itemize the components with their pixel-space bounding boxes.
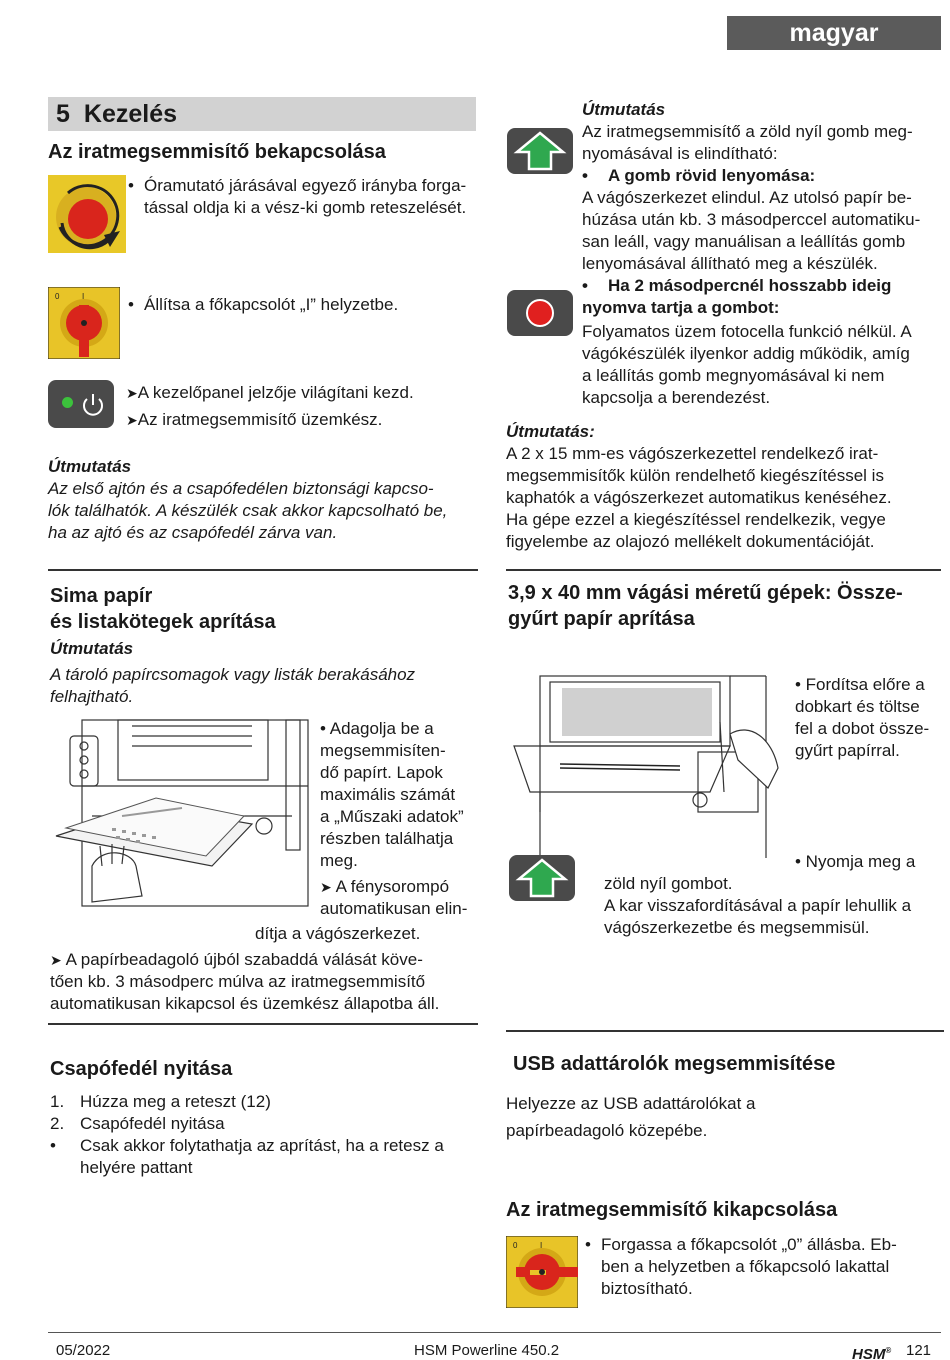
flap-list: 1. Húzza meg a reteszt (12) 2. Csapófedél nyitása • Csak akkor folytathatja az aprítást, ha a retesz a helyére pattant bbox=[50, 1091, 480, 1179]
oiler-note: Útmutatás: A 2 x 15 mm-es vágószerkezettel rendelkező irat- megsemmisítők külön rendelhető kiegészítéssel is kaphatók a vágószerkezet automatikus kenéséhez. Ha gépe ezzel a kiegészítéssel rendelkezik, vegye figyelembe az olajozó mellékelt dokumentációját. bbox=[506, 422, 892, 551]
switch-off-heading: Az iratmegsemmisítő kikapcsolása bbox=[506, 1199, 838, 1221]
flap-item-3: • Csak akkor folytathatja az aprítást, ha a retesz a bbox=[50, 1136, 444, 1155]
usb-text: Helyezze az USB adattárolókat a papírbeadagoló közepébe. bbox=[506, 1094, 756, 1140]
section-number: 5 bbox=[56, 100, 70, 128]
right-note: Útmutatás Az iratmegsemmisítő a zöld nyíl gomb meg- nyomásával is elindítható: • A gomb rövid lenyomása: A vágószerkezet elindul. Az utolsó papír be- húzása után kb. 3 másodperccel automatiku- san leáll, vagy manuálisan a leállítás gomb lenyomásával állítható meg a készülék. • Ha 2 másodpercnél hosszabb ideig nyomva tartja a gombot: Folyamatos üzem fotocella funkció nélkül. A vágókészülék ilyenkor addig működik, amíg a leállítás gomb megnyomásával ki nem kapcsolja a berendezést. bbox=[582, 100, 921, 407]
emergency-stop-image bbox=[48, 175, 126, 253]
footer-page-number: 121 bbox=[906, 1342, 932, 1359]
divider-right-2 bbox=[506, 1030, 944, 1032]
footer-brand-logo: HSM® bbox=[852, 1346, 892, 1360]
main-switch-off-image bbox=[506, 1236, 578, 1308]
divider-right-1 bbox=[506, 569, 941, 571]
switch-off-text: • Forgassa a főkapcsolót „0” állásba. Eb- ben a helyzetben a főkapcsoló lakattal biztosítható. bbox=[585, 1235, 897, 1298]
svg-text:0: 0 bbox=[55, 292, 60, 301]
language-tab: magyar bbox=[727, 16, 941, 50]
svg-text:I: I bbox=[540, 1241, 543, 1250]
switch-on-step2: • Állítsa a főkapcsolót „I” helyzetbe. bbox=[128, 295, 399, 314]
paper-feed-illustration bbox=[52, 716, 314, 908]
usb-heading: USB adattárolók megsemmisítése bbox=[513, 1053, 836, 1075]
svg-text:I: I bbox=[82, 292, 85, 301]
green-arrow-button-image bbox=[507, 128, 573, 174]
plain-paper-res2: ➤ A papírbeadagoló újból szabaddá válását köve- tően kb. 3 másodperc múlva az iratmegsemmisítő automatikusan kikapcsol és üzemkész állapotba áll. bbox=[50, 950, 440, 1013]
plain-paper-heading: Sima papír és listakötegek aprítása bbox=[50, 585, 276, 633]
section-title-text: Kezelés bbox=[83, 100, 178, 128]
plain-paper-step: • Adagolja be a megsemmisíten- dő papírt. Lapok maximális számát a „Műszaki adatok” részben találhatja meg. ➤ A fénysorompó automatikusan elin- bbox=[320, 719, 468, 918]
crumpled-step2-l1: • Nyomja meg a bbox=[795, 852, 916, 871]
plain-paper-res1-end: dítja a vágószerkezet. bbox=[255, 924, 421, 943]
flap-item-1: 1. Húzza meg a reteszt (12) bbox=[50, 1092, 271, 1111]
switch-on-step1: • Óramutató járásával egyező irányba forga- tással oldja ki a vész-ki gomb reteszelését. bbox=[128, 176, 467, 217]
svg-text:0: 0 bbox=[513, 1241, 518, 1250]
crumpled-step1: • Fordítsa előre a dobkart és töltse fel a dobot össze- gyűrt papírral. bbox=[795, 675, 930, 760]
green-arrow-button-image-2 bbox=[509, 855, 575, 901]
flap-item-2: 2. Csapófedél nyitása bbox=[50, 1114, 225, 1133]
plain-paper-note: Útmutatás A tároló papírcsomagok vagy listák berakásához felhajtható. bbox=[50, 639, 416, 706]
crumpled-step2: zöld nyíl gombot. A kar visszafordításával a papír lehullik a vágószerkezetbe és megsemmisül. bbox=[604, 874, 912, 937]
switch-on-heading: Az iratmegsemmisítő bekapcsolása bbox=[48, 141, 386, 163]
footer-date: 05/2022 bbox=[56, 1342, 111, 1359]
main-switch-on-image bbox=[48, 287, 120, 359]
switch-on-note: Útmutatás Az első ajtón és a csapófedélen biztonsági kapcso- lók találhatók. A készülék csak akkor kapcsolható be, ha az ajtó és az csapófedél zárva van. bbox=[48, 457, 448, 542]
section-title bbox=[48, 97, 476, 131]
switch-on-results: ➤A kezelőpanel jelzője világítani kezd. ➤Az iratmegsemmisítő üzemkész. bbox=[126, 383, 414, 429]
flap-heading: Csapófedél nyitása bbox=[50, 1058, 233, 1080]
crumpled-heading: 3,9 x 40 mm vágási méretű gépek: Össze- gyűrt papír aprítása bbox=[508, 582, 903, 630]
footer-line bbox=[48, 1332, 941, 1333]
drum-illustration bbox=[510, 672, 786, 860]
divider-left-1 bbox=[48, 569, 478, 571]
red-stop-button-image bbox=[507, 290, 573, 336]
control-panel-image bbox=[48, 380, 114, 428]
divider-left-2 bbox=[48, 1023, 478, 1025]
footer-product: HSM Powerline 450.2 bbox=[414, 1342, 560, 1359]
